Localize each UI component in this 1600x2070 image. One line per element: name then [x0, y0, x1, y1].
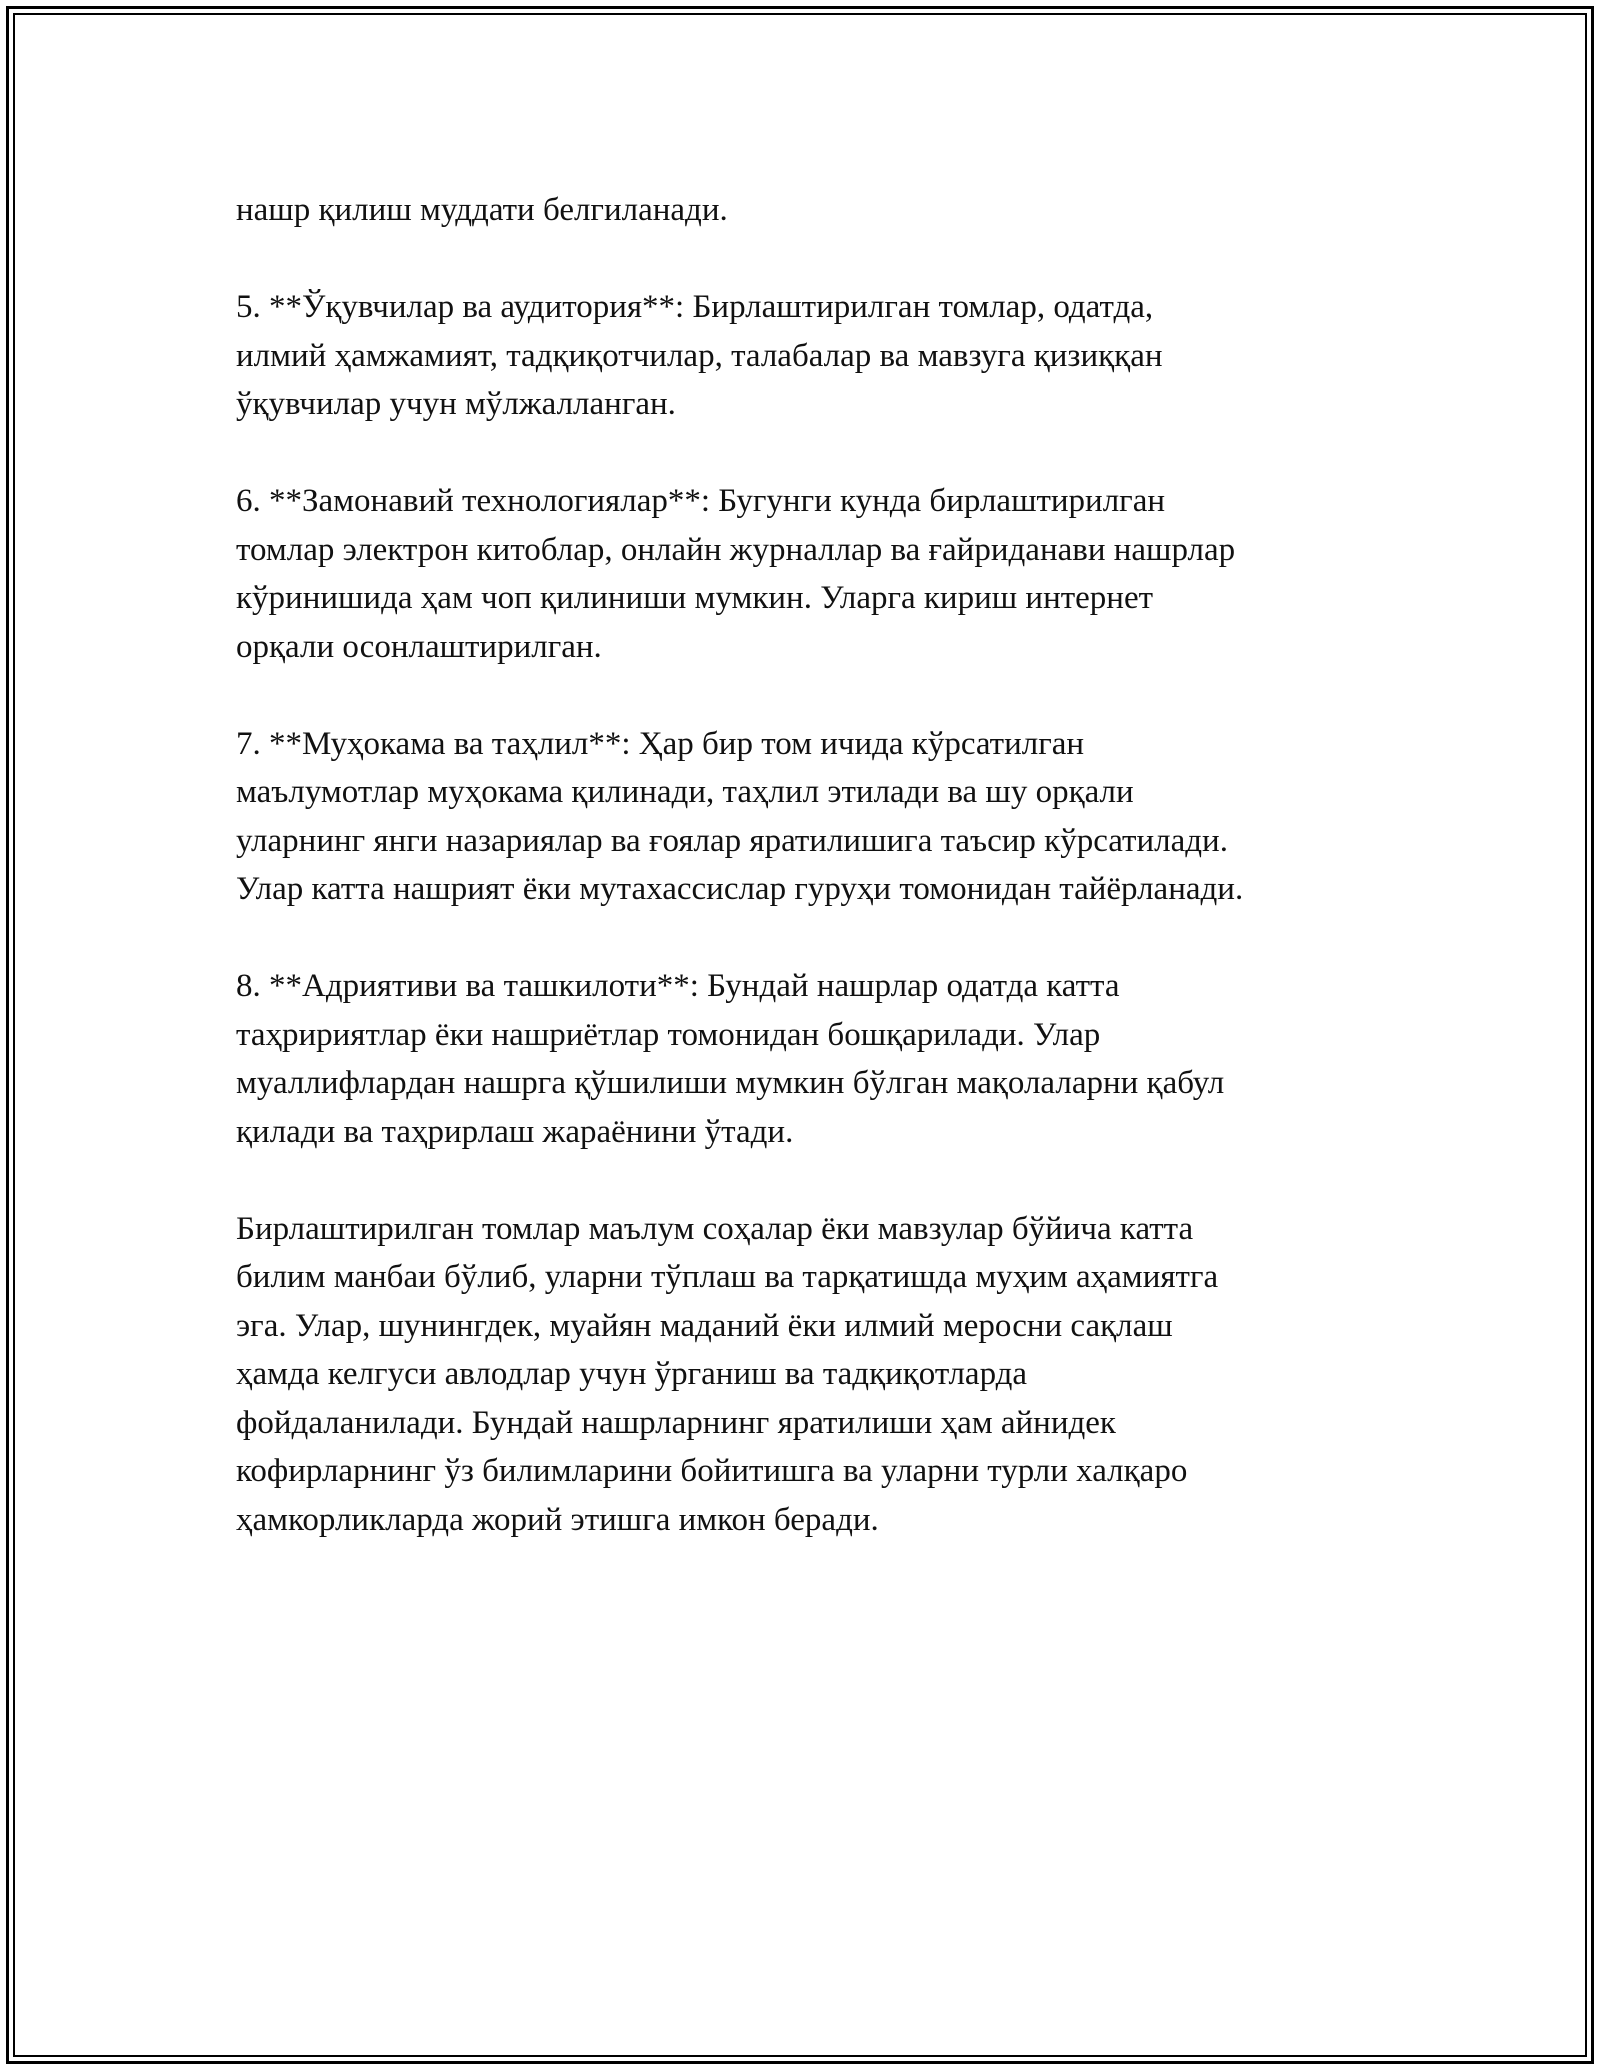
paragraph-item-5-readers-audience: 5. **Ўқувчилар ва аудитория**: Бирлаштирилган томлар, одатда, илмий ҳамжамият, тадқиқотчилар, талабалар ва мавзуга қизиққан ўқувчилар учун мўлжалланган.: [236, 289, 1163, 422]
paragraph-continuation: нашр қилиш муддати белгиланади.: [236, 192, 728, 228]
paragraph-conclusion: Бирлаштирилган томлар маълум соҳалар ёки мавзулар бўйича катта билим манбаи бўлиб, уларни тўплаш ва тарқатишда муҳим аҳамиятга эга. Улар, шунингдек, муайян маданий ёки илмий меросни сақлаш ҳамда келгуси авлодлар учун ўрганиш ва тадқиқотларда фойдаланилади. Бундай нашрларнинг яратилиши ҳам айнидек кофирларнинг ўз билимларини бойитишга ва уларни турли халқаро ҳамкорликларда жорий этишга имкон беради.: [236, 1210, 1219, 1538]
paragraph-item-7-discussion-analysis: 7. **Муҳокама ва таҳлил**: Ҳар бир том ичида кўрсатилган маълумотлар муҳокама қилинади, таҳлил этилади ва шу орқали уларнинг янги назариялар ва ғоялар яратилишига таъсир кўрсатилади. Улар катта нашрият ёки мутахассислар гуруҳи томонидан тайёрланади.: [236, 725, 1244, 907]
paragraph-item-8-editorial-organization: 8. **Адриятиви ва ташкилоти**: Бундай нашрлар одатда катта таҳририятлар ёки нашриётлар томонидан бошқарилади. Улар муаллифлардан нашрга қўшилиши мумкин бўлган мақолаларни қабул қилади ва таҳрирлаш жараёнини ўтади.: [236, 968, 1225, 1150]
paragraph-item-6-modern-technologies: 6. **Замонавий технологиялар**: Бугунги кунда бирлаштирилган томлар электрон китоблар, онлайн журналлар ва ғайриданави нашрлар кўринишида ҳам чоп қилиниши мумкин. Уларга кириш интернет орқали осонлаштирилган.: [236, 483, 1236, 665]
document-body: [236, 186, 1386, 1593]
